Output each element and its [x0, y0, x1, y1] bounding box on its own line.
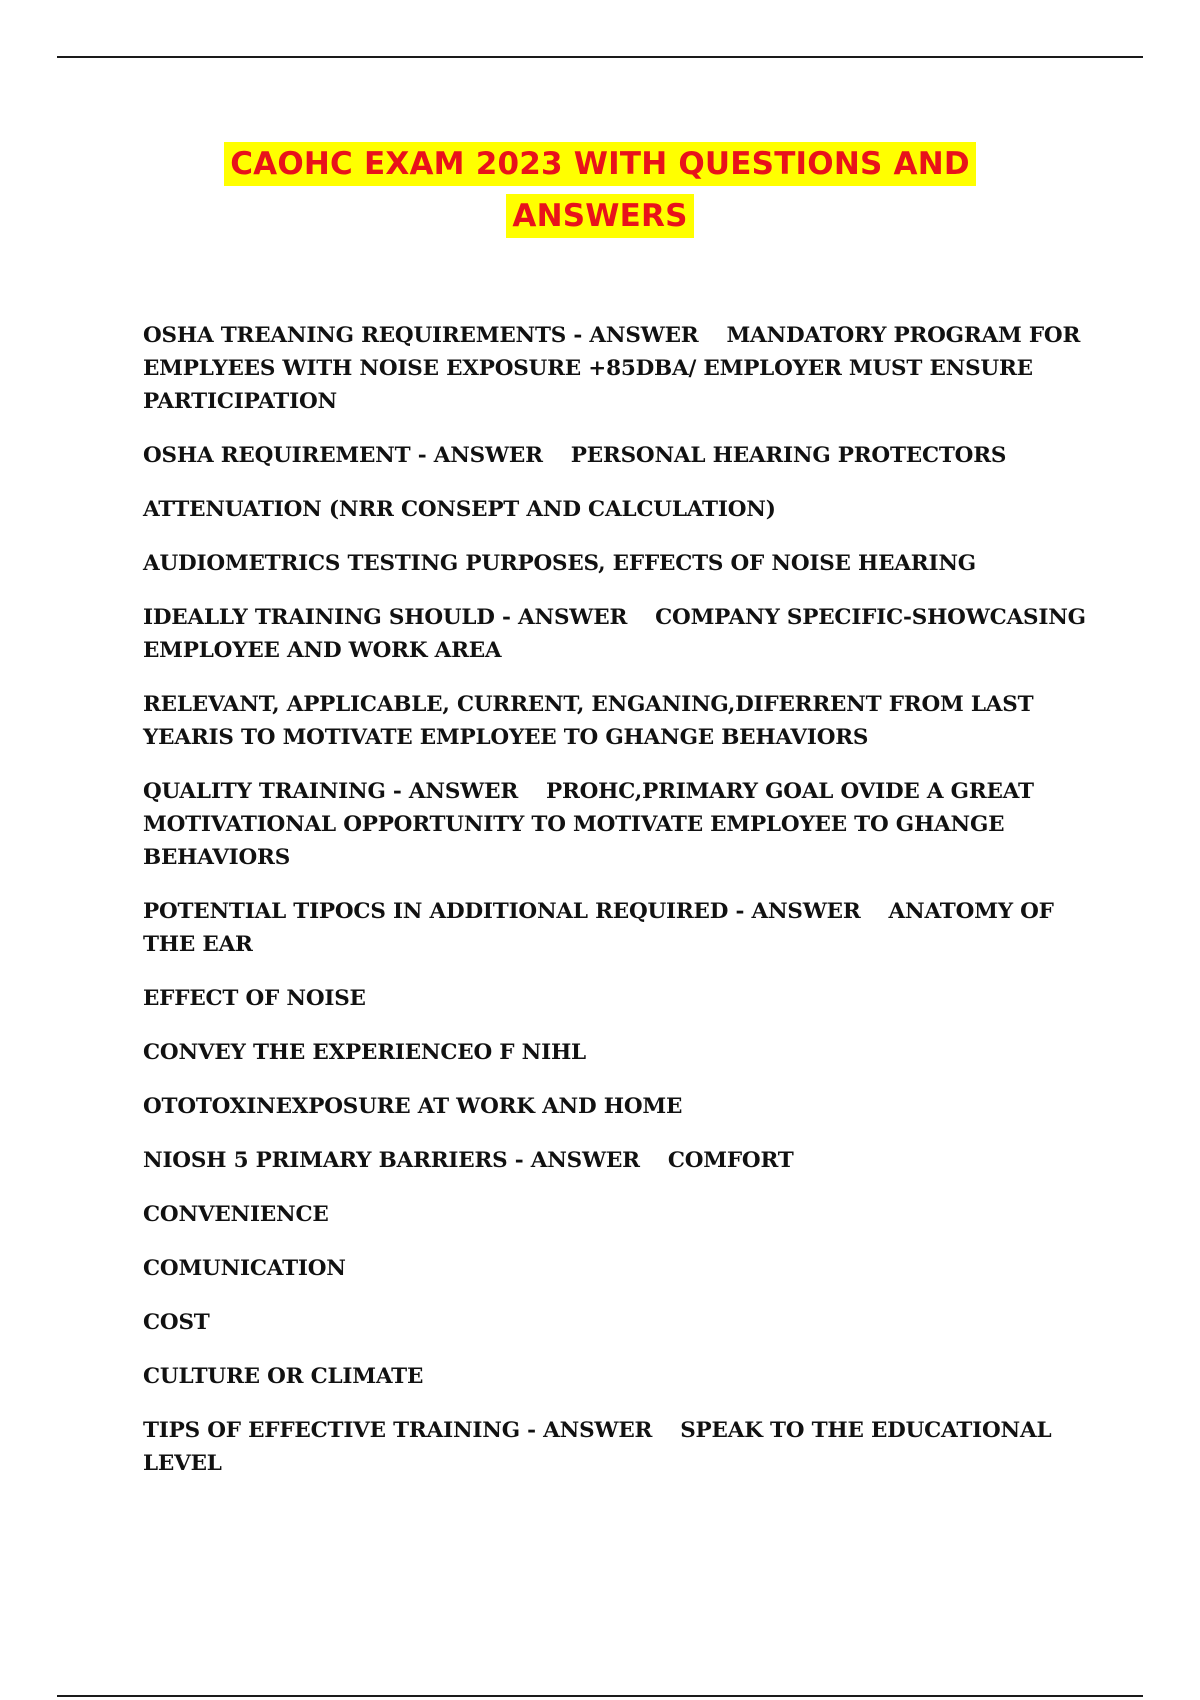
question-text: ATTENUATION (NRR CONSEPT AND CALCULATION)	[143, 497, 776, 522]
qa-entry	[143, 1090, 1103, 1123]
qa-entry	[143, 688, 1103, 754]
qa-list	[143, 319, 1103, 1501]
qa-entry	[143, 1360, 1103, 1393]
question-text: COST	[143, 1310, 210, 1335]
question-text: OSHA REQUIREMENT - ANSWER	[143, 443, 543, 468]
bottom-rule	[57, 1695, 1143, 1697]
question-text: OSHA TREANING REQUIREMENTS - ANSWER	[143, 323, 699, 348]
qa-entry	[143, 547, 1103, 580]
question-text: COMUNICATION	[143, 1256, 346, 1281]
qa-entry	[143, 982, 1103, 1015]
answer-text: MANDATORY PROGRAM FOR EMPLYEES WITH NOISE EXPOSURE +85DBA/ EMPLOYER MUST ENSURE PARTICIPATION	[143, 323, 1081, 414]
qa-entry	[143, 601, 1103, 667]
qa-entry	[143, 1252, 1103, 1285]
title-line-1: CAOHC EXAM 2023 WITH QUESTIONS AND	[224, 142, 976, 186]
answer-text: PROHC,PRIMARY GOAL OVIDE A GREAT MOTIVATIONAL OPPORTUNITY TO MOTIVATE EMPLOYEE TO GHANGE BEHAVIORS	[143, 779, 1034, 870]
question-text: NIOSH 5 PRIMARY BARRIERS - ANSWER	[143, 1148, 640, 1173]
answer-text: COMPANY SPECIFIC-SHOWCASING EMPLOYEE AND WORK AREA	[143, 605, 1086, 663]
qa-entry	[143, 1198, 1103, 1231]
question-text: POTENTIAL TIPOCS IN ADDITIONAL REQUIRED - ANSWER	[143, 899, 861, 924]
title-line-2: ANSWERS	[506, 194, 693, 238]
qa-entry	[143, 493, 1103, 526]
question-text: IDEALLY TRAINING SHOULD - ANSWER	[143, 605, 628, 630]
document-title	[0, 142, 1200, 238]
qa-entry	[143, 319, 1103, 418]
qa-entry	[143, 1414, 1103, 1480]
question-text: CONVENIENCE	[143, 1202, 329, 1227]
qa-entry	[143, 439, 1103, 472]
question-text: CONVEY THE EXPERIENCEO F NIHL	[143, 1040, 586, 1065]
question-text: OTOTOXINEXPOSURE AT WORK AND HOME	[143, 1094, 683, 1119]
answer-text: SPEAK TO THE EDUCATIONAL LEVEL	[143, 1418, 1052, 1476]
qa-entry	[143, 775, 1103, 874]
question-text: CULTURE OR CLIMATE	[143, 1364, 424, 1389]
question-text: TIPS OF EFFECTIVE TRAINING - ANSWER	[143, 1418, 653, 1443]
question-text: QUALITY TRAINING - ANSWER	[143, 779, 518, 804]
answer-text: COMFORT	[667, 1148, 794, 1173]
qa-entry	[143, 1306, 1103, 1339]
question-text: AUDIOMETRICS TESTING PURPOSES, EFFECTS OF NOISE HEARING	[143, 551, 976, 576]
top-rule	[57, 56, 1143, 58]
answer-text: ANATOMY OF THE EAR	[143, 899, 1054, 957]
question-text: RELEVANT, APPLICABLE, CURRENT, ENGANING,DIFERRENT FROM LAST YEARIS TO MOTIVATE EMPLOYEE TO GHANGE BEHAVIORS	[143, 692, 1034, 750]
qa-entry	[143, 1144, 1103, 1177]
qa-entry	[143, 895, 1103, 961]
qa-entry	[143, 1036, 1103, 1069]
question-text: EFFECT OF NOISE	[143, 986, 366, 1011]
answer-text: PERSONAL HEARING PROTECTORS	[570, 443, 1007, 468]
